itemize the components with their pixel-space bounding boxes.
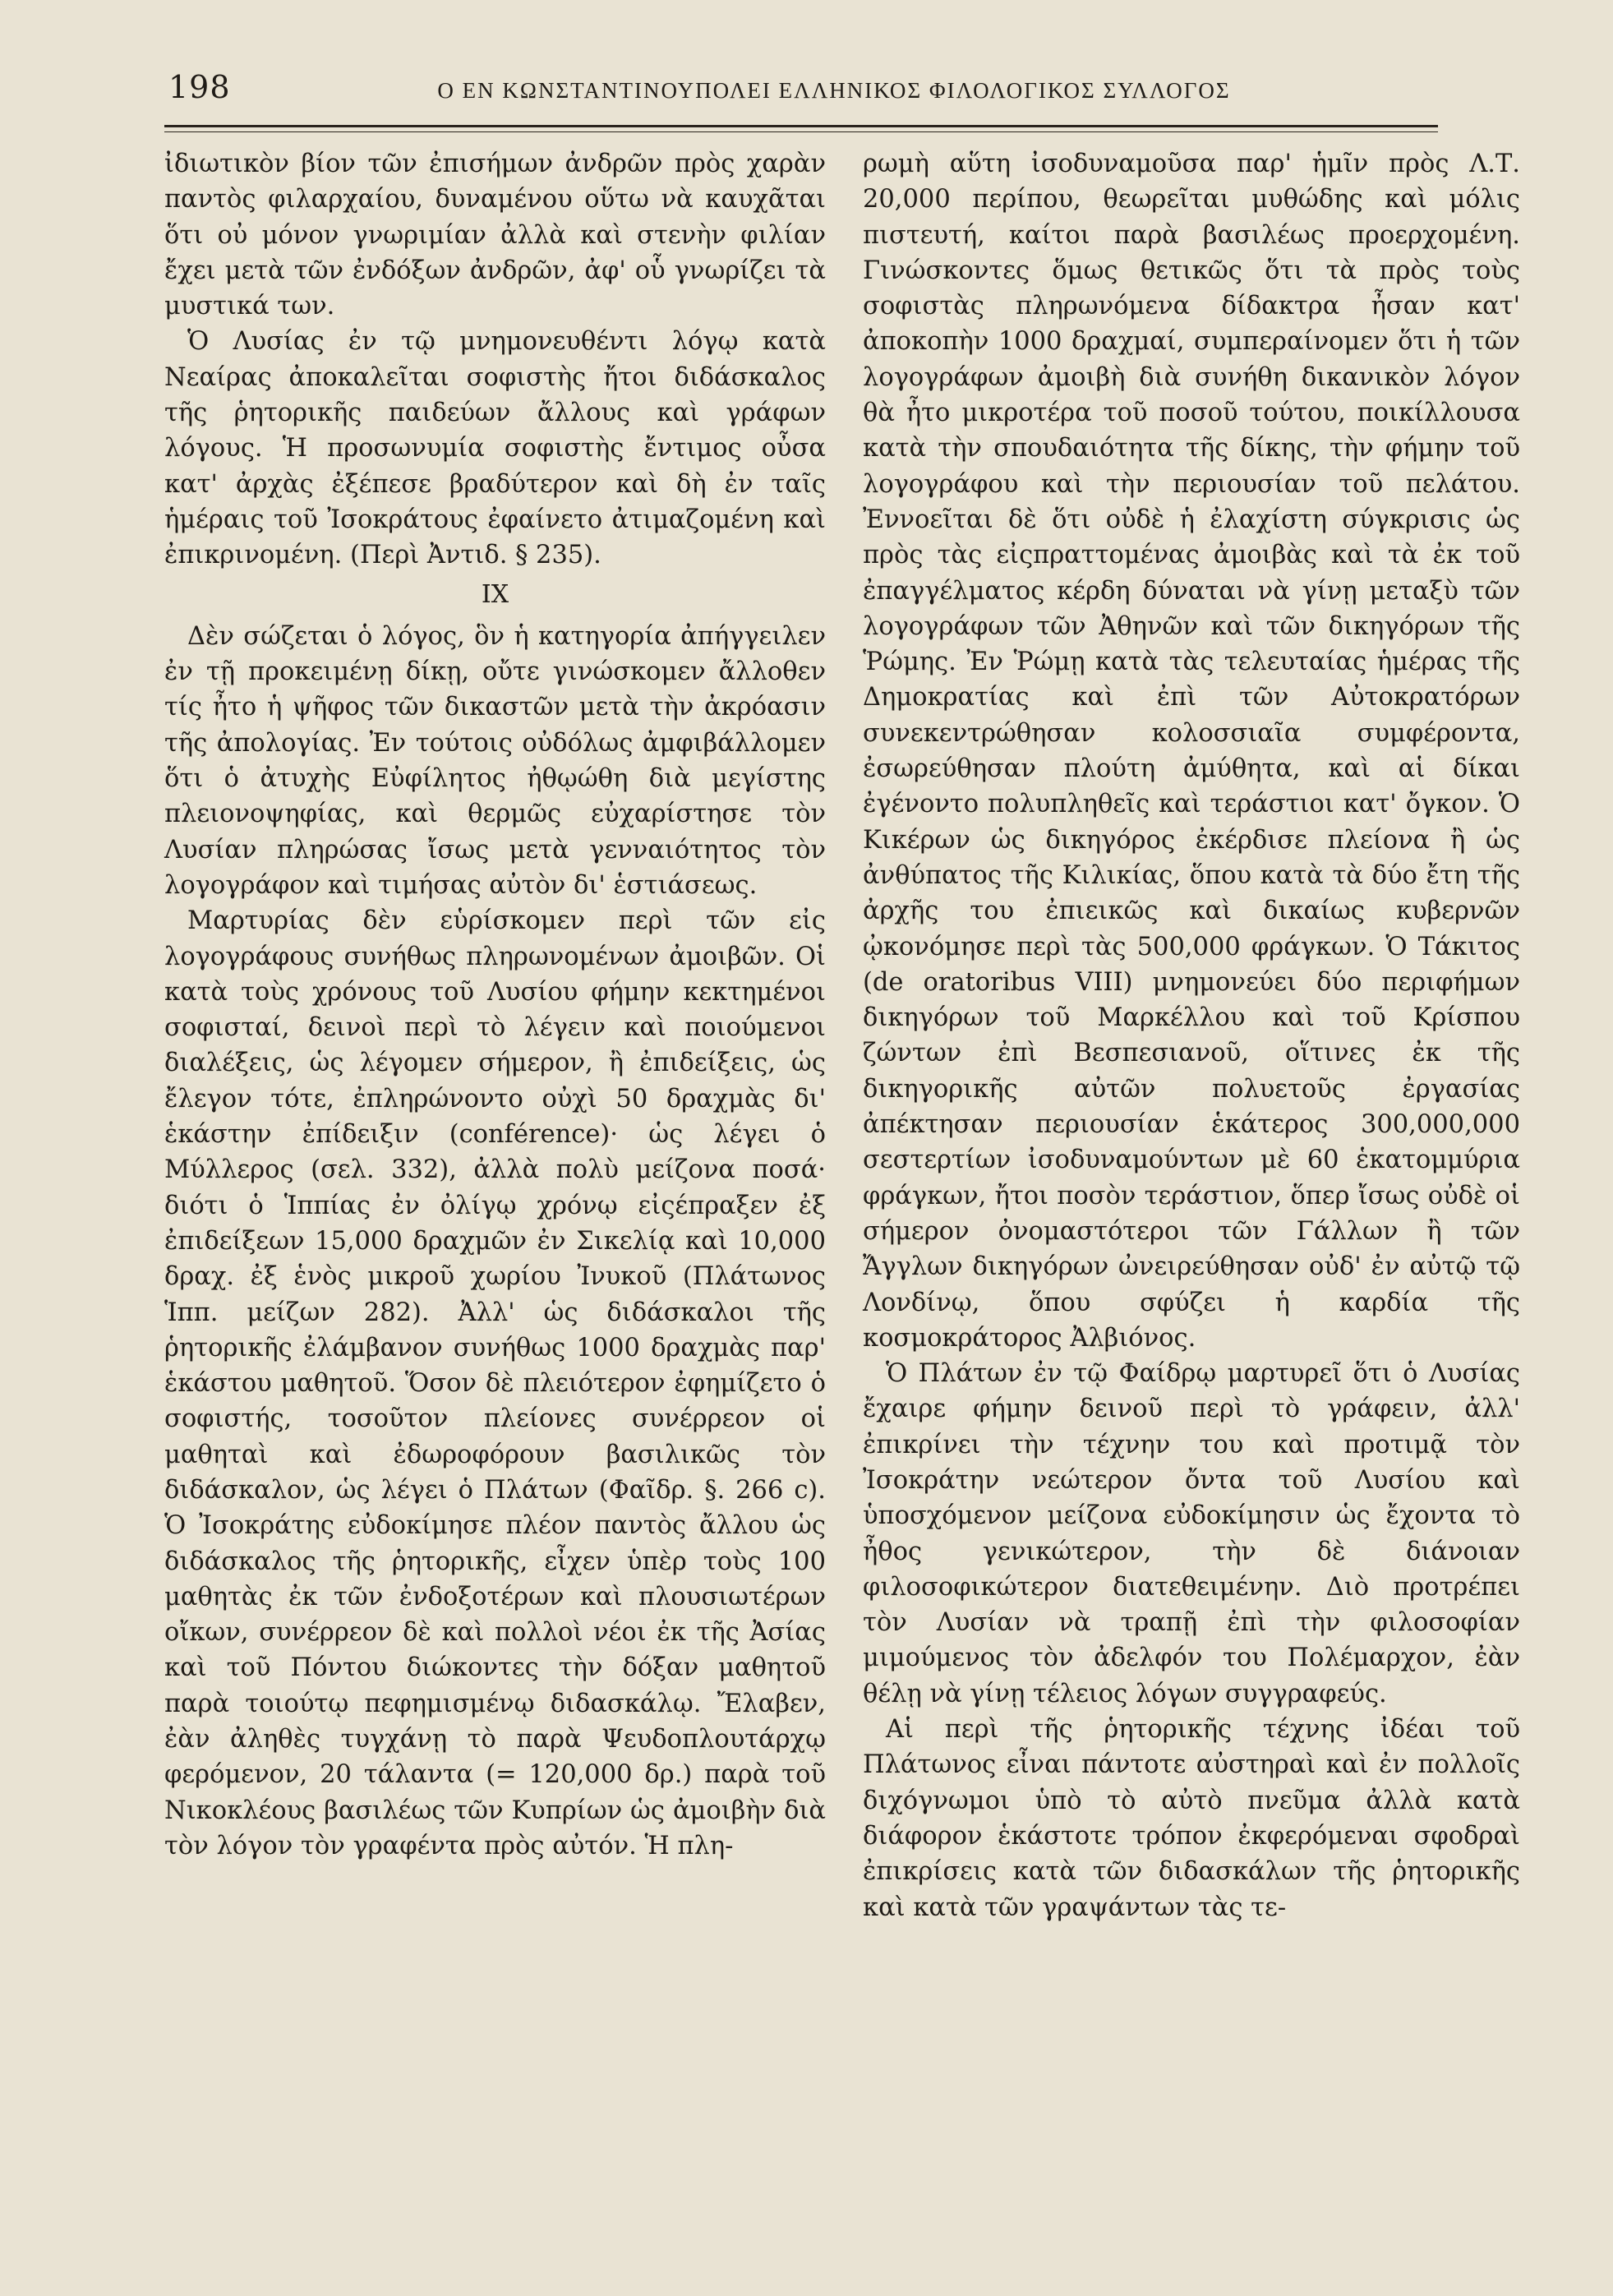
left-column bbox=[164, 146, 826, 1864]
paragraph: ἰδιωτικὸν βίον τῶν ἐπισήμων ἀνδρῶν πρὸς χαρὰν παντὸς φιλαρχαίου, δυναμένου οὕτω νὰ καυχᾶται ὅτι οὐ μόνον γνωριμίαν ἀλλὰ καὶ στενὴν φιλίαν ἔχει μετὰ τῶν ἐνδόξων ἀνδρῶν, ἀφ' οὗ γνωρίζει τὰ μυστικά των. bbox=[164, 150, 826, 321]
section-heading: IX bbox=[481, 579, 509, 609]
right-column bbox=[863, 146, 1520, 1925]
paragraph: Αἱ περὶ τῆς ῥητορικῆς τέχνης ἰδέαι τοῦ Πλάτωνος εἶναι πάντοτε αὐστηραὶ καὶ ἐν πολλοῖς διχόγνωμοι ὑπὸ τὸ αὐτὸ πνεῦμα ἀλλὰ κατὰ διάφορον ἑκάστοτε τρόπον ἐκφερόμεναι σφοδραὶ ἐπικρίσεις κατὰ τῶν διδασκάλων τῆς ῥητορικῆς καὶ κατὰ τῶν γραψάντων τὰς τε- bbox=[863, 1715, 1520, 1922]
header-rule-thick bbox=[164, 125, 1438, 127]
paragraph: Δὲν σώζεται ὁ λόγος, ὃν ἡ κατηγορία ἀπήγγειλεν ἐν τῇ προκειμένῃ δίκῃ, οὔτε γινώσκομεν ἄλλοθεν τίς ἦτο ἡ ψῆφος τῶν δικαστῶν μετὰ τὴν ἀκρόασιν τῆς ἀπολογίας. Ἐν τούτοις οὐδόλως ἀμφιβάλλομεν ὅτι ὁ ἀτυχὴς Εὐφίλητος ἠθῳώθη διὰ μεγίστης πλειονοψηφίας, καὶ θερμῶς εὐχαρίστησε τὸν Λυσίαν πληρώσας ἴσως μετὰ γενναιότητος τὸν λογογράφον καὶ τιμήσας αὐτὸν δι' ἑστιάσεως. bbox=[164, 621, 826, 900]
paragraph: Ὁ Λυσίας ἐν τῷ μνημονευθέντι λόγῳ κατὰ Νεαίρας ἀποκαλεῖται σοφιστὴς ἤτοι διδάσκαλος τῆς ῥητορικῆς παιδεύων ἄλλους καὶ γράφων λόγους. Ἡ προσωνυμία σοφιστὴς ἔντιμος οὖσα κατ' ἀρχὰς ἐξέπεσε βραδύτερον καὶ δὴ ἐν ταῖς ἡμέραις τοῦ Ἰσοκράτους ἐφαίνετο ἀτιμαζομένη καὶ ἐπικρινομένη. (Περὶ Ἀντιδ. § 235). bbox=[164, 327, 826, 570]
page-number: 198 bbox=[168, 69, 231, 105]
page-header bbox=[168, 69, 1409, 118]
running-title: Ο ΕΝ ΚΩΝΣΤΑΝΤΙΝΟΥΠΟΛΕΙ ΕΛΛΗΝΙΚΟΣ ΦΙΛΟΛΟΓΙΚΟΣ ΣΥΛΛΟΓΟΣ bbox=[437, 78, 1231, 103]
paragraph: Μαρτυρίας δὲν εὑρίσκομεν περὶ τῶν εἰς λογογράφους συνήθως πληρωνομένων ἀμοιβῶν. Οἱ κατὰ τοὺς χρόνους τοῦ Λυσίου φήμην κεκτημένοι σοφισταί, δεινοὶ περὶ τὸ λέγειν καὶ ποιούμενοι διαλέξεις, ὡς λέγομεν σήμερον, ἢ ἐπιδείξεις, ὡς ἔλεγον τότε, ἐπληρώνοντο οὐχὶ 50 δραχμὰς δι' ἑκάστην ἐπίδειξιν (conférence)· ὡς λέγει ὁ Μύλλερος (σελ. 332), ἀλλὰ πολὺ μείζονα ποσά· διότι ὁ Ἱππίας ἐν ὀλίγῳ χρόνῳ εἰςέπραξεν ἐξ ἐπιδείξεων 15,000 δραχμῶν ἐν Σικελίᾳ καὶ 10,000 δραχ. ἐξ ἑνὸς μικροῦ χωρίου Ἰνυκοῦ (Πλάτωνος Ἱππ. μείζων 282). Ἀλλ' ὡς διδάσκαλοι τῆς ῥητορικῆς ἐλάμβανον συνήθως 1000 δραχμὰς παρ' ἑκάστου μαθητοῦ. Ὅσον δὲ πλειότερον ἐφημίζετο ὁ σοφιστής, τοσοῦτον πλείονες συνέρρεον οἱ μαθηταὶ καὶ ἐδωροφόρουν βασιλικῶς τὸν διδάσκαλον, ὡς λέγει ὁ Πλάτων (Φαῖδρ. §. 266 c). Ὁ Ἰσοκράτης εὐδοκίμησε πλέον παντὸς ἄλλου ὡς διδάσκαλος τῆς ῥητορικῆς, εἶχεν ὑπὲρ τοὺς 100 μαθητὰς ἐκ τῶν ἐνδοξοτέρων καὶ πλουσιωτέρων οἴκων, συνέρρεον δὲ καὶ πολλοὶ νέοι ἐκ τῆς Ἀσίας καὶ τοῦ Πόντου διώκοντες τὴν δόξαν μαθητοῦ παρὰ τοιούτῳ πεφημισμένῳ διδασκάλῳ. Ἔλαβεν, ἐὰν ἀληθὲς τυγχάνῃ τὸ παρὰ Ψευδοπλουτάρχῳ φερόμενον, 20 τάλαντα (= 120,000 δρ.) παρὰ τοῦ Νικοκλέους βασιλέως τῶν Κυπρίων ὡς ἀμοιβὴν διὰ τὸν λόγον τὸν γραφέντα πρὸς αὐτόν. Ἡ πλη- bbox=[164, 906, 826, 1860]
paragraph: Ὁ Πλάτων ἐν τῷ Φαίδρῳ μαρτυρεῖ ὅτι ὁ Λυσίας ἔχαιρε φήμην δεινοῦ περὶ τὸ γράφειν, ἀλλ' ἐπικρίνει τὴν τέχνην του καὶ προτιμᾷ τὸν Ἰσοκράτην νεώτερον ὄντα τοῦ Λυσίου καὶ ὑποσχόμενον μείζονα εὐδοκίμησιν ὡς ἔχοντα τὸ ἦθος γενικώτερον, τὴν δὲ διάνοιαν φιλοσοφικώτερον διατεθειμένην. Διὸ προτρέπει τὸν Λυσίαν νὰ τραπῇ ἐπὶ τὴν φιλοσοφίαν μιμούμενος τὸν ἀδελφόν του Πολέμαρχον, ἐὰν θέλῃ νὰ γίνῃ τέλειος λόγων συγγραφεύς. bbox=[863, 1359, 1520, 1708]
header-rule-thin bbox=[164, 131, 1438, 132]
paragraph: ρωμὴ αὕτη ἰσοδυναμοῦσα παρ' ἡμῖν πρὸς Λ.Τ. 20,000 περίπου, θεωρεῖται μυθώδης καὶ μόλις πιστευτή, καίτοι παρὰ βασιλέως προερχομένη. Γινώσκοντες ὅμως θετικῶς ὅτι τὰ πρὸς τοὺς σοφιστὰς πληρωνόμενα δίδακτρα ἦσαν κατ' ἀποκοπὴν 1000 δραχμαί, συμπεραίνομεν ὅτι ἡ τῶν λογογράφων ἀμοιβὴ διὰ συνήθη δικανικὸν λόγον θὰ ἦτο μικροτέρα τοῦ ποσοῦ τούτου, ποικίλλουσα κατὰ τὴν σπουδαιότητα τῆς δίκης, τὴν φήμην τοῦ λογογράφου καὶ τὴν περιουσίαν τοῦ πελάτου. Ἐννοεῖται δὲ ὅτι οὐδὲ ἡ ἐλαχίστη σύγκρισις ὡς πρὸς τὰς εἰςπραττομένας ἀμοιβὰς καὶ τὰ ἐκ τοῦ ἐπαγγέλματος κέρδη δύναται νὰ γίνῃ μεταξὺ τῶν λογογράφων τῶν Ἀθηνῶν καὶ τῶν δικηγόρων τῆς Ῥώμης. Ἐν Ῥώμῃ κατὰ τὰς τελευταίας ἡμέρας τῆς Δημοκρατίας καὶ ἐπὶ τῶν Αὐτοκρατόρων συνεκεντρώθησαν κολοσσιαῖα συμφέροντα, ἐσωρεύθησαν πλούτη ἀμύθητα, καὶ αἱ δίκαι ἐγένοντο πολυπληθεῖς καὶ τεράστιοι κατ' ὄγκον. Ὁ Κικέρων ὡς δικηγόρος ἐκέρδισε πλείονα ἢ ὡς ἀνθύπατος τῆς Κιλικίας, ὅπου κατὰ τὰ δύο ἔτη τῆς ἀρχῆς του ἐπιεικῶς καὶ δικαίως κυβερνῶν ᾠκονόμησε περὶ τὰς 500,000 φράγκων. Ὁ Τάκιτος (de oratoribus VIII) μνημονεύει δύο περιφήμων δικηγόρων τοῦ Μαρκέλλου καὶ τοῦ Κρίσπου ζώντων ἐπὶ Βεσπεσιανοῦ, οἵτινες ἐκ τῆς δικηγορικῆς αὐτῶν πολυετοῦς ἐργασίας ἀπέκτησαν περιουσίαν ἑκάτερος 300,000,000 σεστερτίων ἰσοδυναμούντων μὲ 60 ἑκατομμύρια φράγκων, ἤτοι ποσὸν τεράστιον, ὅπερ ἴσως οὐδὲ οἱ σήμερον ὀνομαστότεροι τῶν Γάλλων ἢ τῶν Ἄγγλων δικηγόρων ὠνειρεύθησαν οὐδ' ἐν αὐτῷ τῷ Λονδίνῳ, ὅπου σφύζει ἡ καρδία τῆς κοσμοκράτορος Ἀλβιόνος. bbox=[863, 150, 1520, 1353]
